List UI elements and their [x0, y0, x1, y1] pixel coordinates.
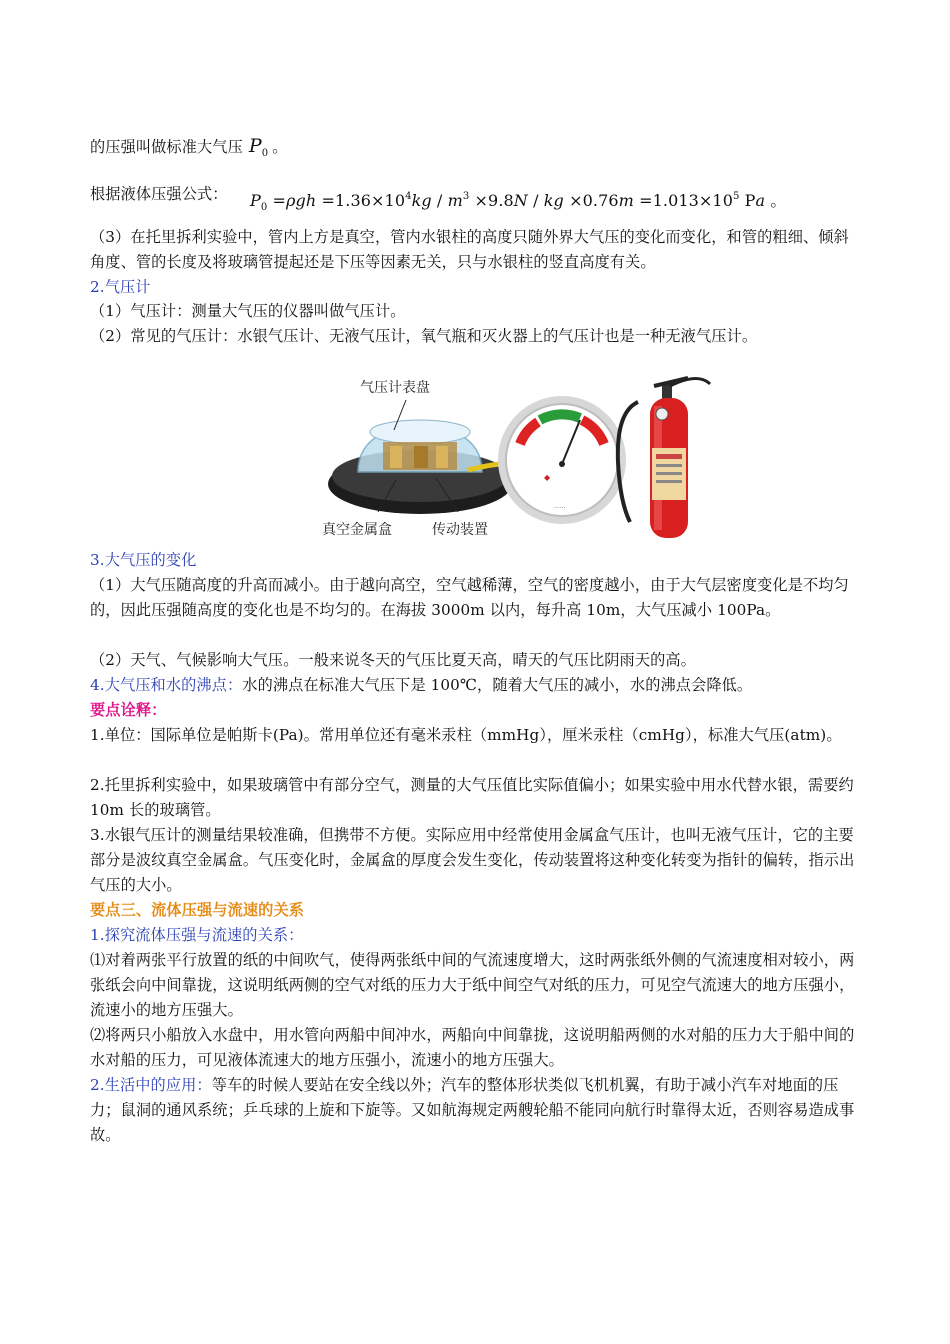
- label-dial: 气压计表盘: [360, 380, 430, 396]
- heading-explore: 1.探究流体压强与流速的关系：: [90, 926, 304, 944]
- change-altitude: （1）大气压随高度的升高而减小。由于越向高空，空气越稀薄，空气的密度越小，由于大气层密度变化是不均匀的，因此压强随高度的变化也是不均匀的。在海拔 3000m 以内，每升高 10m，大气压减小 100Pa。: [90, 576, 849, 619]
- heading-section-3: 要点三、流体压强与流速的关系: [90, 901, 305, 919]
- label-transmission: 传动装置: [432, 522, 488, 538]
- svg-text:······: ······: [554, 505, 566, 512]
- barometer-figure: [318, 372, 758, 542]
- p0-symbol: P: [248, 135, 262, 157]
- label-vacuum-box: 真空金属盒: [322, 522, 392, 538]
- heading-barometer: 2.气压计: [90, 278, 151, 296]
- gauge-dial-image: [498, 396, 626, 524]
- formula-line: 根据液体压强公式： $P_0 =\rho gh =1.36\times 10^4kg / m^3 \times 9.8N$ / kg $\times 0.76m =1.013\times 10^5$ Pa 。: [90, 182, 855, 207]
- svg-text:◆: ◆: [544, 473, 551, 482]
- explain-torricelli: 2.托里拆利实验中，如果玻璃管中有部分空气，测量的大气压值比实际值偏小；如果实验中用水代替水银，需要约 10m 长的玻璃管。: [90, 776, 854, 819]
- boiling-point-line: 4.大气压和水的沸点：水的沸点在标准大气压下是 100℃，随着大气压的减小，水的沸点会降低。: [90, 676, 753, 694]
- flow-boat-experiment: ⑵将两只小船放入水盘中，用水管向两船中间冲水，两船向中间靠拢，这说明船两侧的水对船的压力大于船中间的水对船的压力，可见液体流速大的地方压强小，流速小的地方压强大。: [90, 1026, 855, 1069]
- life-applications: 2.生活中的应用：等车的时候人要站在安全线以外；汽车的整体形状类似飞机机翼，有助于减小汽车对地面的压力；鼠洞的通风系统；乒乓球的上旋和下旋等。又如航海规定两艘轮船不能同向航行时靠得太近，否则容易造成事故。: [90, 1076, 855, 1144]
- p0-line: 的压强叫做标准大气压 $P_0$ 。: [90, 135, 288, 159]
- fire-extinguisher-image: [618, 378, 710, 538]
- heading-explanation: 要点诠释：: [90, 701, 167, 719]
- flow-paper-experiment: ⑴对着两张平行放置的纸的中间吹气，使得两张纸中间的气流速度增大，这时两张纸外侧的气流速度相对较小，两张纸会向中间靠拢，这说明纸两侧的空气对纸的压力大于纸中间空气对纸的压力，可见空气流速大的地方压强小，流速小的地方压强大。: [90, 951, 855, 1019]
- change-weather: （2）天气、气候影响大气压。一般来说冬天的气压比夏天高，晴天的气压比阴雨天的高。: [90, 651, 696, 669]
- pressure-formula: $P_0 =\rho gh =1.36\times 10^4kg / m^3 \times 9.8N$ / kg $\times 0.76m =1.013\times 10^5$ Pa 。: [250, 191, 787, 213]
- barometer-definition: （1）气压计：测量大气压的仪器叫做气压计。: [90, 302, 406, 320]
- explain-units: 1.单位：国际单位是帕斯卡(Pa)。常用单位还有毫米汞柱（mmHg），厘米汞柱（cmHg），标准大气压(atm)。: [90, 726, 842, 744]
- explain-aneroid: 3.水银气压计的测量结果较准确，但携带不方便。实际应用中经常使用金属盒气压计，也叫无液气压计，它的主要部分是波纹真空金属盒。气压变化时，金属盒的厚度会发生变化，传动装置将这种变化转变为指针的偏转，指示出气压的大小。: [90, 826, 855, 894]
- heading-change: 3.大气压的变化: [90, 551, 197, 569]
- barometer-types: （2）常见的气压计：水银气压计、无液气压计，氧气瓶和灭火器上的气压计也是一种无液气压计。: [90, 327, 758, 345]
- para-torricelli: （3）在托里拆利实验中，管内上方是真空，管内水银柱的高度只随外界大气压的变化而变化，和管的粗细、倾斜角度、管的长度及将玻璃管提起还是下压等因素无关，只与水银柱的竖直高度有关。: [90, 228, 849, 271]
